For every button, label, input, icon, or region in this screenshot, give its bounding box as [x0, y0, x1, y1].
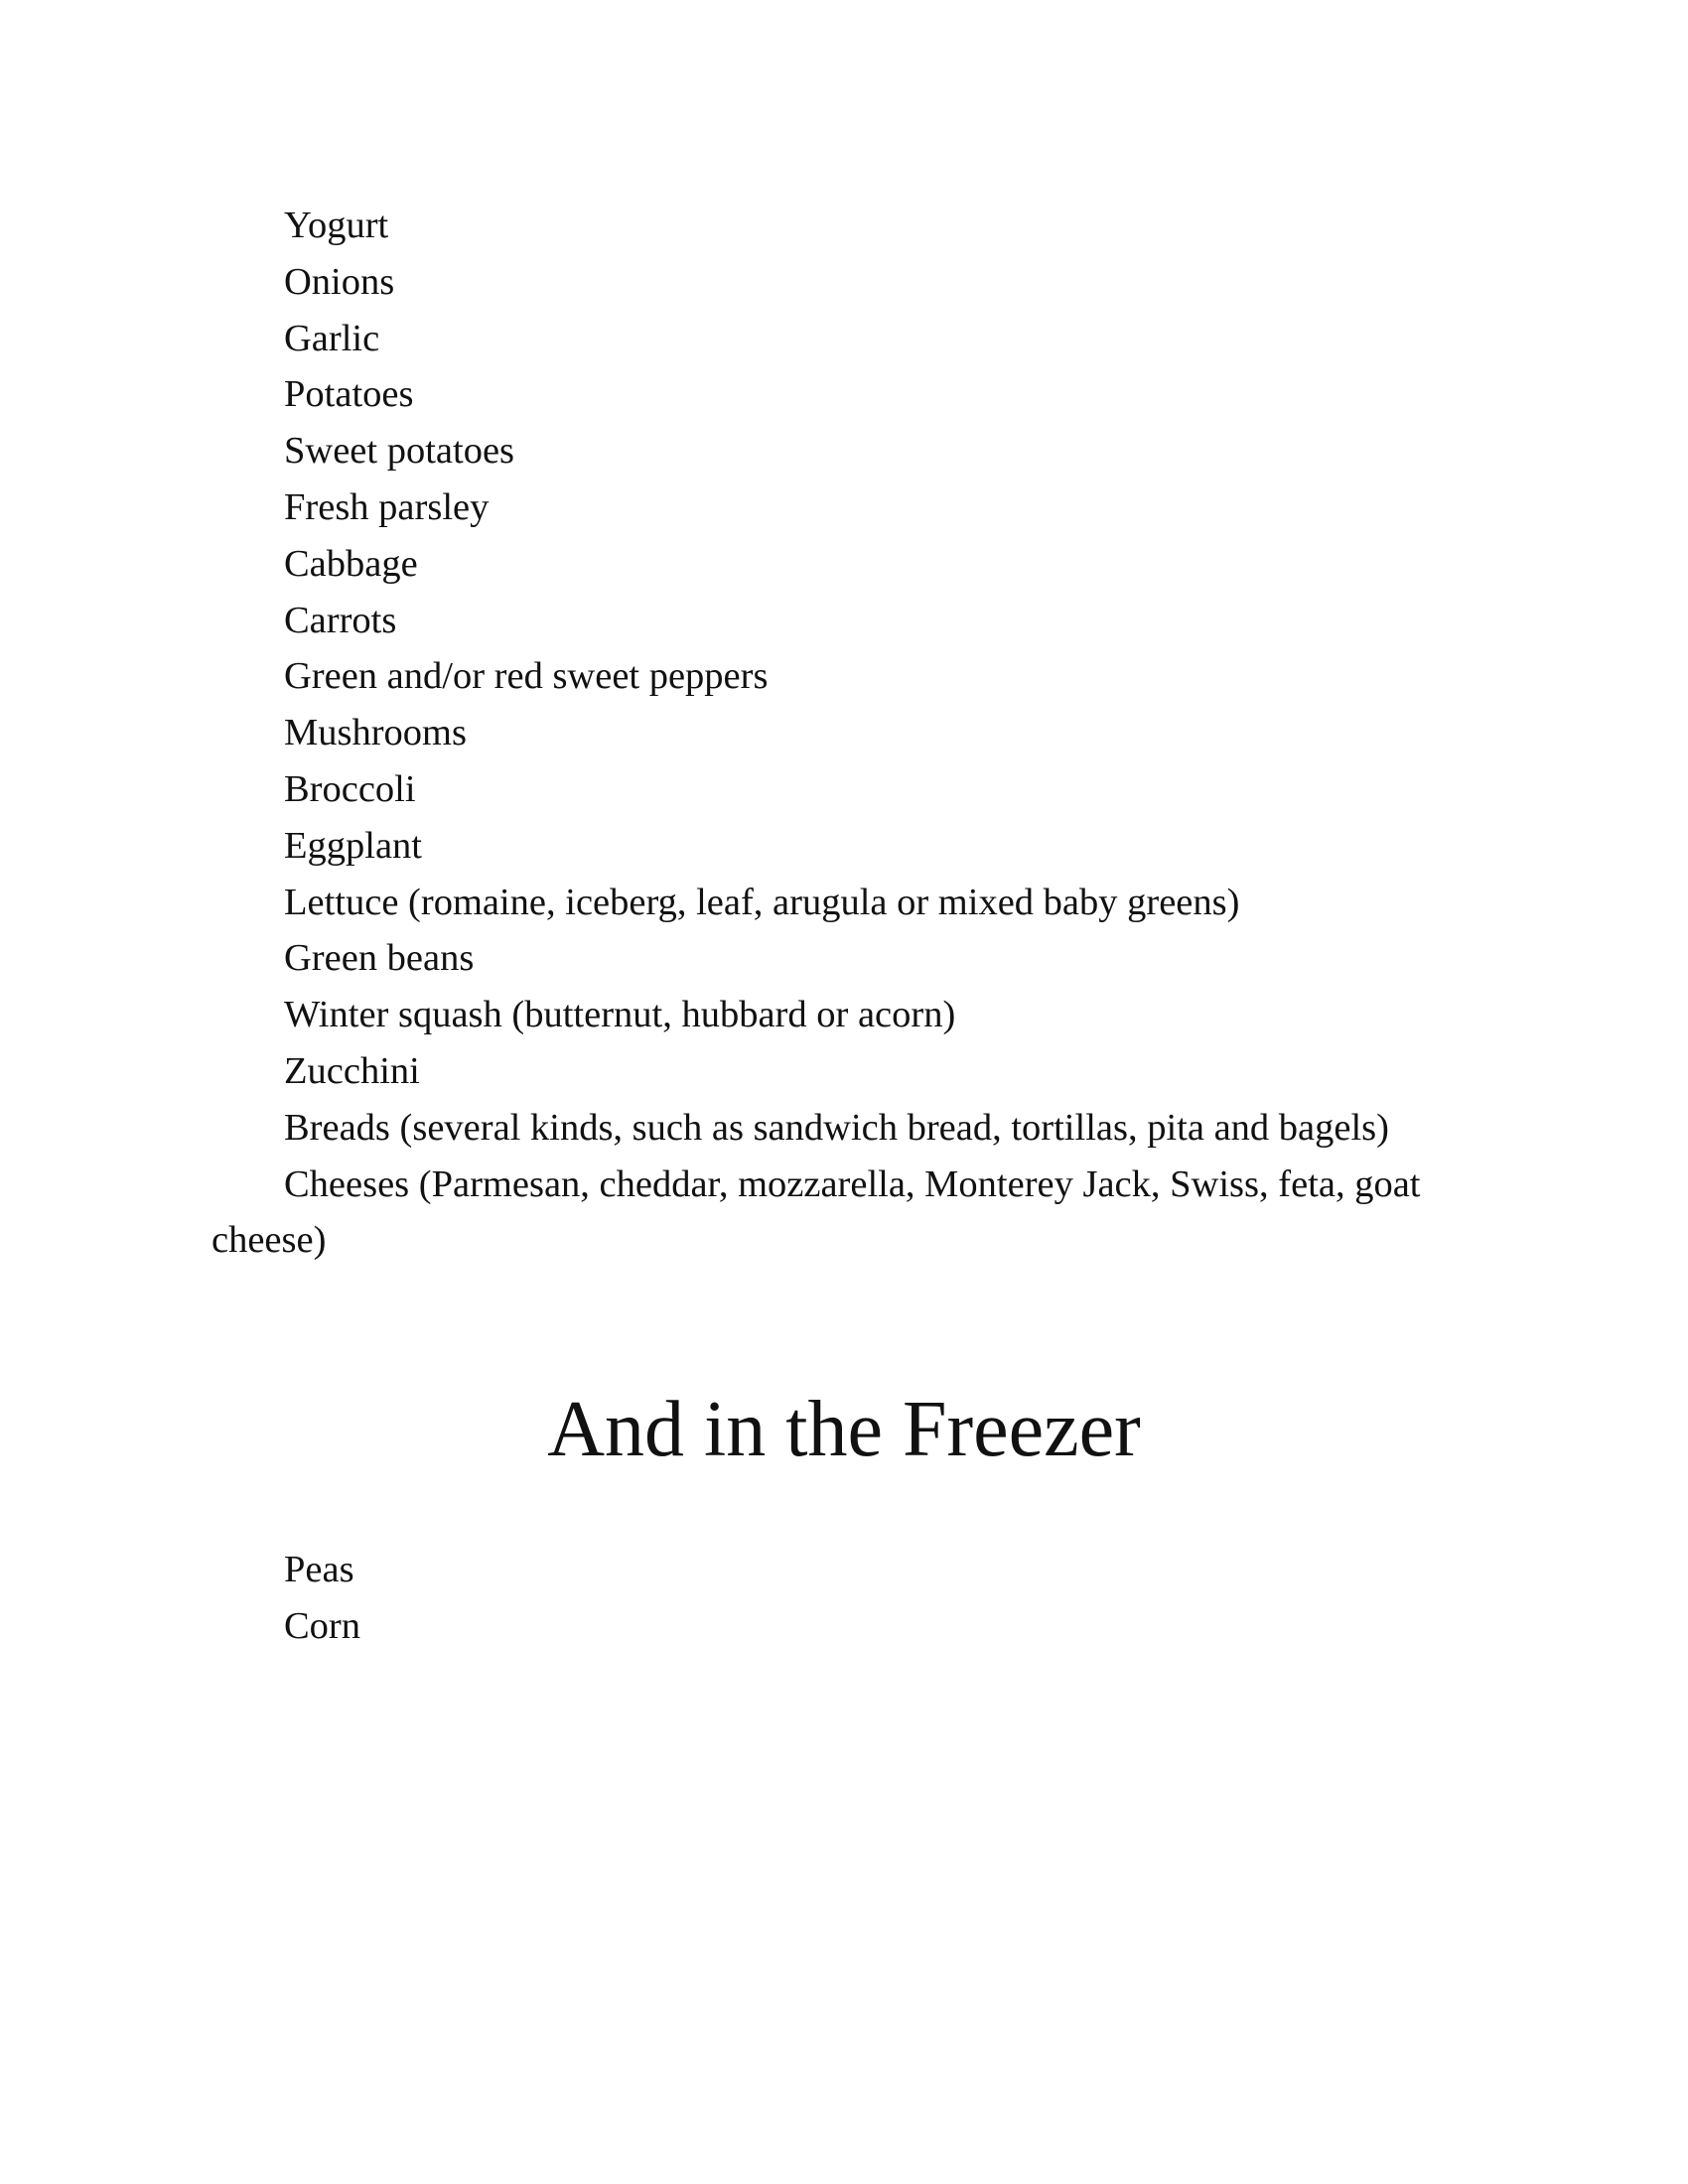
list-item: Cheeses (Parmesan, cheddar, mozzarella, Monterey Jack, Swiss, feta, goat cheese)	[211, 1162, 1421, 1262]
list-item: Mushrooms	[284, 712, 467, 754]
list-item: Green and/or red sweet peppers	[284, 655, 769, 698]
list-item: Zucchini	[284, 1049, 420, 1092]
list-item: Eggplant	[284, 824, 422, 867]
list-item: Fresh parsley	[284, 485, 490, 528]
list-item: Peas	[284, 1549, 354, 1590]
list-item: Potatoes	[284, 373, 414, 416]
list-item: Lettuce (romaine, iceberg, leaf, arugula or mixed baby greens)	[284, 881, 1240, 923]
list-item: Green beans	[284, 937, 475, 980]
freezer-item-list	[211, 1542, 1443, 1655]
list-item: Corn	[284, 1604, 360, 1647]
fridge-item-list	[211, 198, 1443, 1269]
list-item: Broccoli	[284, 767, 416, 810]
list-item: Carrots	[284, 599, 397, 641]
list-item: Onions	[284, 260, 395, 303]
list-item: Cabbage	[284, 542, 418, 585]
list-item: Sweet potatoes	[284, 430, 515, 473]
list-item: Yogurt	[284, 205, 389, 246]
section-heading: And in the Freezer	[547, 1386, 1141, 1473]
list-item: Breads (several kinds, such as sandwich bread, tortillas, pita and bagels)	[284, 1106, 1389, 1149]
list-item: Garlic	[284, 317, 380, 359]
list-item: Winter squash (butternut, hubbard or acorn)	[284, 994, 956, 1036]
